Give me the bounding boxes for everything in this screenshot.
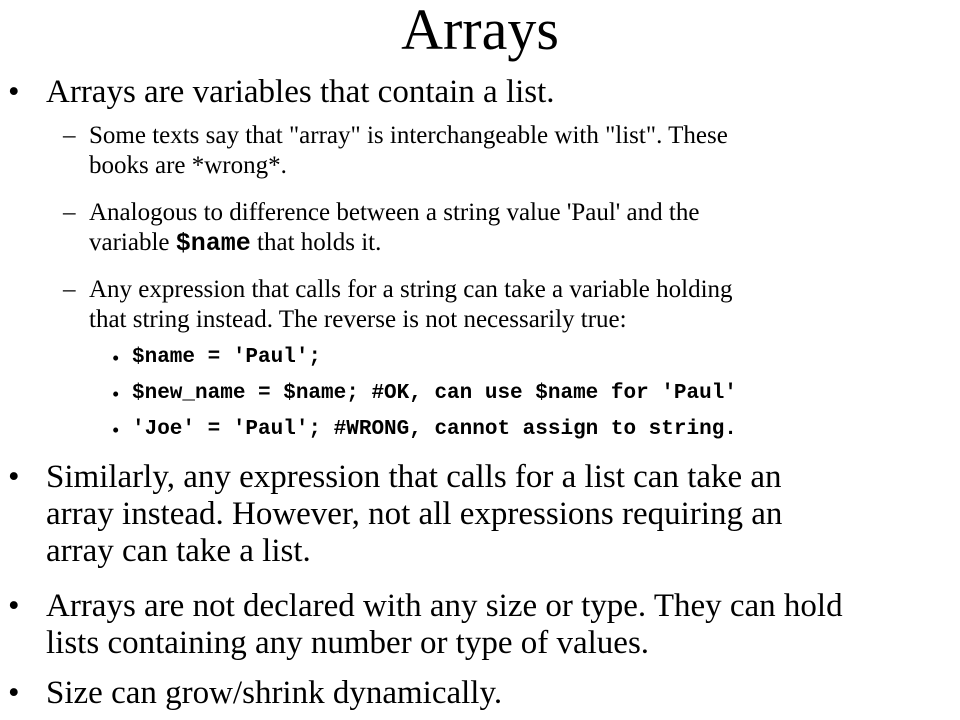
code-bullet-marker: • xyxy=(112,346,120,370)
code-text: 'Joe' = 'Paul'; #WRONG, cannot assign to string. xyxy=(132,418,737,441)
bullet-line-2: lists containing any number or type of values. xyxy=(46,625,650,661)
subbullet-line-2: books are *wrong*. xyxy=(89,152,287,179)
bullet-line-1: Similarly, any expression that calls for a list can take an xyxy=(46,459,782,495)
text-before-code: variable xyxy=(89,229,176,256)
subbullet-line-2 xyxy=(89,228,699,259)
code-line-2 xyxy=(112,381,737,407)
bullet-arrays-definition xyxy=(8,74,555,111)
subbullet-line-2: that string instead. The reverse is not necessarily true: xyxy=(89,306,627,333)
code-text: $new_name = $name; #OK, can use $name for 'Paul' xyxy=(132,382,737,405)
code-text: $name = 'Paul'; xyxy=(132,346,322,369)
code-bullet-marker: • xyxy=(112,382,120,406)
dash-marker: – xyxy=(63,276,76,303)
bullet-marker: • xyxy=(8,74,20,110)
dash-marker: – xyxy=(63,199,76,226)
subbullet-line-1: Analogous to difference between a string value 'Paul' and the xyxy=(89,199,700,226)
bullet-marker: • xyxy=(8,459,20,495)
slide-title: Arrays xyxy=(401,0,559,62)
bullet-line-1: Arrays are not declared with any size or type. They can hold xyxy=(46,588,843,624)
bullet-marker: • xyxy=(8,588,20,624)
text-after-code: that holds it. xyxy=(250,229,382,256)
bullet-text: Arrays are variables that contain a list. xyxy=(46,74,555,110)
subbullet-line-1: Any expression that calls for a string can take a variable holding xyxy=(89,276,733,303)
bullet-not-declared xyxy=(8,588,843,662)
code-line-1 xyxy=(112,345,322,371)
bullet-line-2: array instead. However, not all expressions requiring an xyxy=(46,496,783,532)
bullet-marker: • xyxy=(8,675,20,711)
subbullet-line-1: Some texts say that "array" is interchangeable with "list". These xyxy=(89,122,728,149)
subbullet-analogous xyxy=(63,198,700,259)
dash-marker: – xyxy=(63,122,76,149)
code-bullet-marker: • xyxy=(112,418,120,442)
bullet-similarly-list xyxy=(8,459,783,570)
inline-code-name: $name xyxy=(175,229,251,258)
bullet-text: Size can grow/shrink dynamically. xyxy=(46,675,503,711)
bullet-line-3: array can take a list. xyxy=(46,533,311,569)
subbullet-texts-say xyxy=(63,121,728,181)
code-line-3 xyxy=(112,417,737,443)
bullet-size-dynamic xyxy=(8,675,503,712)
subbullet-any-expression-string xyxy=(63,275,733,335)
